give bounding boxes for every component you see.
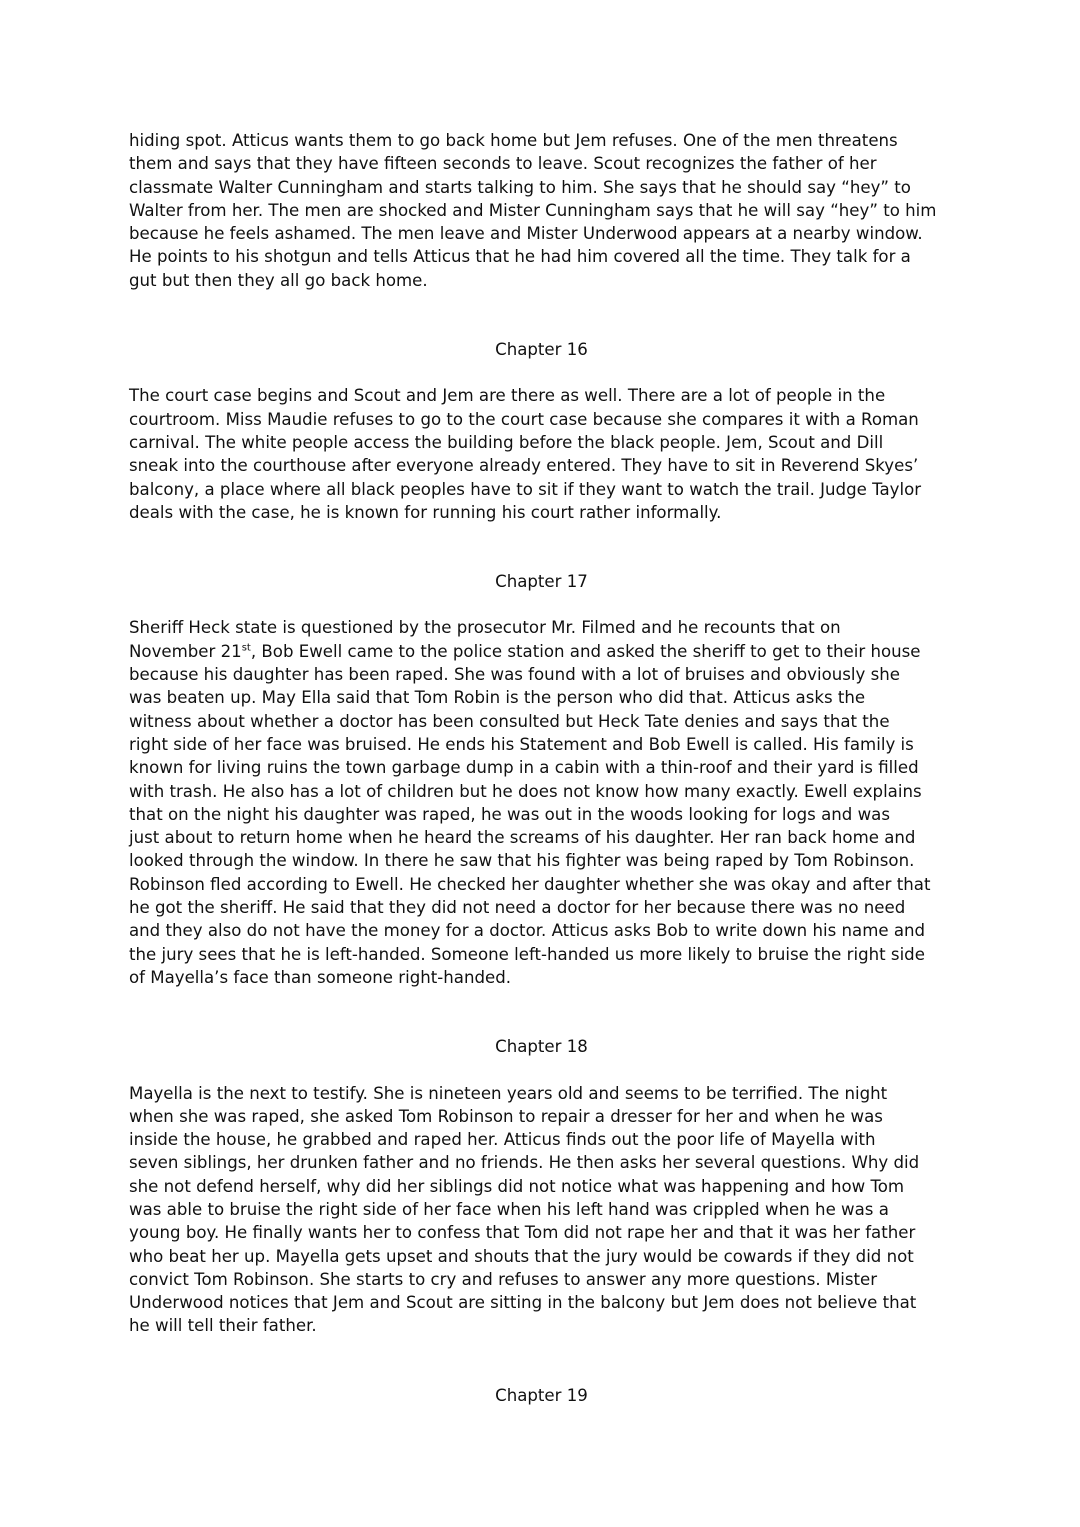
paragraph-chapter-18 [129,1082,954,1338]
text-line: she not defend herself, why did her siblings did not notice what was happening and how Tom [129,1176,905,1196]
text-line [129,640,954,663]
text-line: just about to return home when he heard the screams of his daughter. Her ran back home and [129,828,916,848]
document-page [129,129,954,1407]
text-line: known for living ruins the town garbage dump in a cabin with a thin-roof and their yard is filled [129,758,919,778]
chapter-heading-17: Chapter 17 [495,572,588,592]
chapter-heading-19: Chapter 19 [495,1385,588,1405]
text-line: The court case begins and Scout and Jem are there as well. There are a lot of people in the [129,386,886,406]
text-line: Underwood notices that Jem and Scout are sitting in the balcony but Jem does not believe that [129,1293,917,1313]
text-line: he will tell their father. [129,1316,317,1336]
text-line: and they also do not have the money for a doctor. Atticus asks Bob to write down his name and [129,921,926,941]
text-line: carnival. The white people access the building before the black people. Jem, Scout and Dill [129,432,884,452]
text-line: courtroom. Miss Maudie refuses to go to the court case because she compares it with a Roman [129,409,919,429]
paragraph-chapter-17 [129,616,954,989]
text-line: Walter from her. The men are shocked and Mister Cunningham says that he will say “hey” to him [129,200,937,220]
text-line: sneak into the courthouse after everyone already entered. They have to sit in Reverend Skyes’ [129,456,919,476]
chapter-heading-18: Chapter 18 [495,1037,588,1057]
text-line: that on the night his daughter was raped, he was out in the woods looking for logs and was [129,804,890,824]
text-line: who beat her up. Mayella gets upset and shouts that the jury would be cowards if they did not [129,1246,914,1266]
text-line: classmate Walter Cunningham and starts talking to him. She says that he should say “hey” to [129,177,911,197]
text-line: He points to his shotgun and tells Atticus that he had him covered all the time. They talk for a [129,247,911,267]
text-line: of Mayella’s face than someone right-handed. [129,967,512,987]
text-line: convict Tom Robinson. She starts to cry and refuses to answer any more questions. Mister [129,1269,878,1289]
text-line: deals with the case, he is known for running his court rather informally. [129,502,722,522]
text-line: because he feels ashamed. The men leave and Mister Underwood appears at a nearby window. [129,224,923,244]
text-line: when she was raped, she asked Tom Robinson to repair a dresser for her and when he was [129,1106,883,1126]
text-line: with trash. He also has a lot of children but he does not know how many exactly. Ewell explains [129,781,922,801]
text-line: looked through the window. In there he saw that his fighter was being raped by Tom Robinson. [129,851,915,871]
text-fragment: November 21 [129,641,242,661]
superscript-ordinal: st [241,642,251,654]
paragraph-chapter-16 [129,384,954,524]
text-line: gut but then they all go back home. [129,270,428,290]
text-line: the jury sees that he is left-handed. Someone left-handed us more likely to bruise the right side [129,944,925,964]
paragraph-chapter-15-continuation [129,129,954,292]
text-line: because his daughter has been raped. She was found with a lot of bruises and obviously she [129,665,900,685]
text-line: Mayella is the next to testify. She is nineteen years old and seems to be terrified. The night [129,1083,888,1103]
text-line: inside the house, he grabbed and raped her. Atticus finds out the poor life of Mayella with [129,1130,876,1150]
text-line: was able to bruise the right side of her face when his left hand was crippled when he was a [129,1199,889,1219]
text-line: balcony, a place where all black peoples have to sit if they want to watch the trail. Judge Taylor [129,479,922,499]
text-line: right side of her face was bruised. He ends his Statement and Bob Ewell is called. His family is [129,734,914,754]
text-line: hiding spot. Atticus wants them to go back home but Jem refuses. One of the men threatens [129,131,898,150]
chapter-heading-16: Chapter 16 [495,340,588,360]
text-line: them and says that they have fifteen seconds to leave. Scout recognizes the father of her [129,154,877,174]
text-line: witness about whether a doctor has been consulted but Heck Tate denies and says that the [129,711,890,731]
text-line: Sheriff Heck state is questioned by the prosecutor Mr. Filmed and he recounts that on [129,618,841,638]
text-line: was beaten up. May Ella said that Tom Robin is the person who did that. Atticus asks the [129,688,866,708]
text-fragment: , Bob Ewell came to the police station and asked the sheriff to get to their house [250,641,921,661]
text-line: seven siblings, her drunken father and no friends. He then asks her several questions. Why did [129,1153,920,1173]
text-line: young boy. He finally wants her to confess that Tom did not rape her and that it was her father [129,1223,916,1243]
text-line: Robinson fled according to Ewell. He checked her daughter whether she was okay and after that [129,874,931,894]
text-line: he got the sheriff. He said that they did not need a doctor for her because there was no need [129,898,906,918]
